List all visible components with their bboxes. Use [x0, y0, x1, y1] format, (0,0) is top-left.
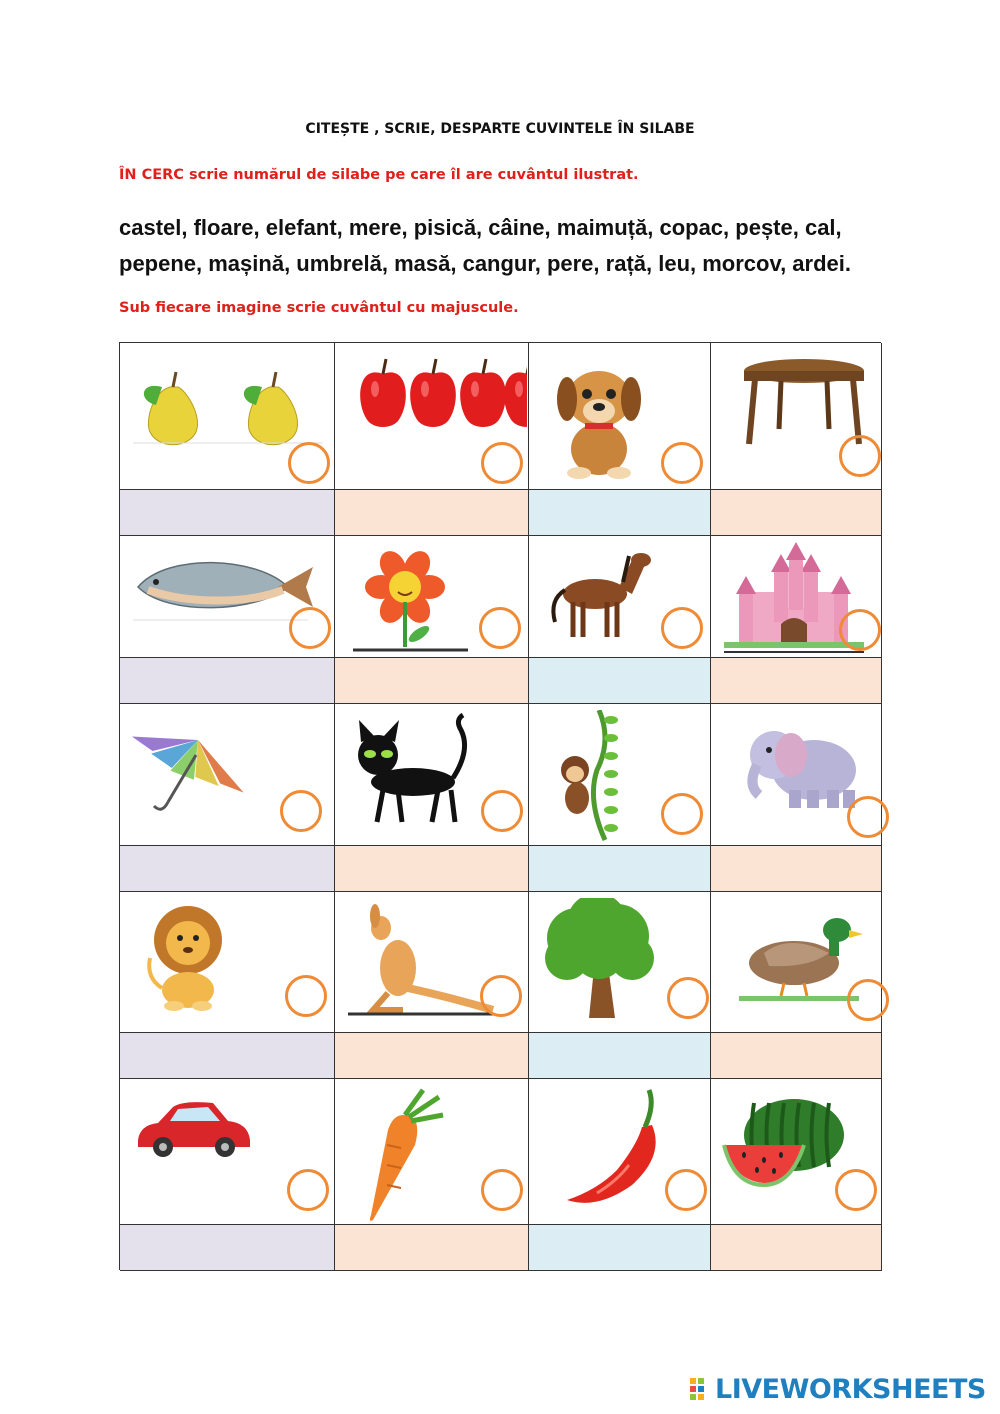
answer-field[interactable]	[120, 1225, 335, 1271]
syllable-count-circle[interactable]	[288, 442, 330, 484]
syllable-count-circle[interactable]	[835, 1169, 877, 1211]
answer-field[interactable]	[711, 1033, 882, 1079]
syllable-count-circle[interactable]	[661, 607, 703, 649]
answer-field[interactable]	[529, 658, 711, 704]
syllable-count-circle[interactable]	[481, 442, 523, 484]
liveworksheets-logo-icon	[690, 1376, 712, 1402]
syllable-count-circle[interactable]	[280, 790, 322, 832]
syllable-count-circle[interactable]	[481, 790, 523, 832]
liveworksheets-logo	[690, 1374, 986, 1404]
answer-field[interactable]	[335, 1033, 529, 1079]
liveworksheets-brand: LIVEWORKSHEETS	[715, 1373, 986, 1405]
answer-field[interactable]	[711, 490, 882, 536]
answer-field[interactable]	[529, 1033, 711, 1079]
syllable-count-circle[interactable]	[839, 609, 881, 651]
answer-field[interactable]	[711, 846, 882, 892]
answer-field[interactable]	[120, 1033, 335, 1079]
syllable-count-circle[interactable]	[847, 979, 889, 1021]
answer-field[interactable]	[529, 1225, 711, 1271]
word-bank-line: castel, floare, elefant, mere, pisică, câine, maimuță, copac, pește, cal,	[119, 215, 842, 240]
answer-field[interactable]	[120, 846, 335, 892]
syllable-count-circle[interactable]	[847, 796, 889, 838]
picture-grid	[119, 342, 881, 1270]
syllable-count-circle[interactable]	[289, 607, 331, 649]
answer-field[interactable]	[335, 490, 529, 536]
answer-field[interactable]	[529, 490, 711, 536]
syllable-count-circle[interactable]	[665, 1169, 707, 1211]
syllable-count-circle[interactable]	[839, 435, 881, 477]
write-instruction: Sub fiecare imagine scrie cuvântul cu majuscule.	[119, 300, 519, 316]
syllable-count-circle[interactable]	[667, 977, 709, 1019]
syllable-count-circle[interactable]	[480, 975, 522, 1017]
answer-field[interactable]	[335, 658, 529, 704]
syllable-count-circle[interactable]	[285, 975, 327, 1017]
answer-field[interactable]	[335, 1225, 529, 1271]
answer-field[interactable]	[711, 658, 882, 704]
syllable-count-circle[interactable]	[661, 793, 703, 835]
circle-instruction: ÎN CERC scrie numărul de silabe pe care îl are cuvântul ilustrat.	[119, 167, 639, 183]
answer-field[interactable]	[529, 846, 711, 892]
answer-field[interactable]	[120, 658, 335, 704]
syllable-count-circle[interactable]	[479, 607, 521, 649]
word-bank-line: pepene, mașină, umbrelă, masă, cangur, pere, rață, leu, morcov, ardei.	[119, 251, 851, 276]
syllable-count-circle[interactable]	[287, 1169, 329, 1211]
answer-field[interactable]	[711, 1225, 882, 1271]
word-bank	[119, 210, 919, 282]
answer-field[interactable]	[120, 490, 335, 536]
syllable-count-circle[interactable]	[661, 442, 703, 484]
answer-field[interactable]	[335, 846, 529, 892]
worksheet-title: CITEȘTE , SCRIE, DESPARTE CUVINTELE ÎN SILABE	[305, 121, 695, 137]
syllable-count-circle[interactable]	[481, 1169, 523, 1211]
